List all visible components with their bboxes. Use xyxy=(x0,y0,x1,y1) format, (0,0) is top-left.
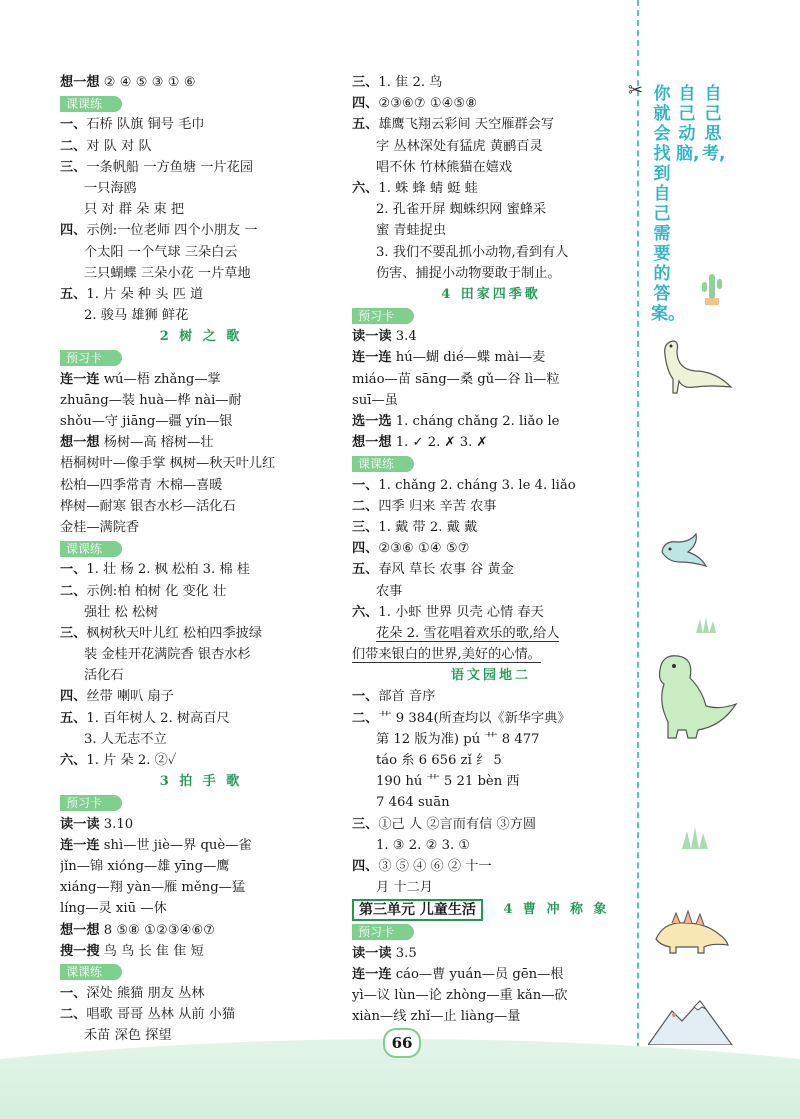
answer-line xyxy=(352,93,630,114)
item-label: 搜一搜 xyxy=(60,943,100,959)
answer-text: 农事 xyxy=(376,583,403,599)
answer-line xyxy=(60,242,342,263)
answer-text: 松柏—四季常青 木棉—喜暖 xyxy=(60,477,223,493)
answer-text: 丝带 喇叭 扇子 xyxy=(86,689,174,705)
stegosaurus-icon xyxy=(650,905,730,955)
answer-text: 3.4 xyxy=(391,329,417,345)
answer-line xyxy=(60,178,342,199)
item-label: 五、 xyxy=(60,710,87,726)
cut-line xyxy=(637,0,639,1119)
section-tag-label: 预习卡 xyxy=(352,308,414,324)
answer-line xyxy=(60,708,342,729)
answer-line xyxy=(60,877,342,898)
cactus-icon xyxy=(700,270,724,306)
answer-text: 3. 人无志不立 xyxy=(84,731,167,747)
answer-line xyxy=(352,877,630,898)
item-label: 一、 xyxy=(60,117,87,133)
answer-line xyxy=(352,686,630,707)
section-tag xyxy=(60,538,342,559)
answer-line xyxy=(352,157,630,178)
answer-line xyxy=(352,347,630,368)
item-label: 选一选 xyxy=(352,414,392,429)
answer-text: suī—虽 xyxy=(352,392,398,408)
item-label: 连一连 xyxy=(60,371,100,387)
answer-text: 1. ✓ 2. ✗ 3. ✗ xyxy=(391,435,488,451)
answer-text: 唱不休 竹林熊猫在嬉戏 xyxy=(376,159,513,175)
answer-line xyxy=(352,792,630,813)
section-tag xyxy=(352,453,630,474)
answer-line xyxy=(352,369,630,390)
answer-line xyxy=(60,623,342,644)
item-label: 四、 xyxy=(352,541,379,557)
section-tag-label: 预习卡 xyxy=(60,795,122,811)
item-label: 二、 xyxy=(60,138,87,154)
answer-line xyxy=(60,114,342,135)
answer-text: 四季 归来 辛苦 农事 xyxy=(378,498,497,514)
answer-text: 1. 壮 杨 2. 枫 松柏 3. 棉 桂 xyxy=(86,562,250,578)
item-label: 想一想 xyxy=(352,435,392,451)
answer-line xyxy=(352,856,630,877)
answer-text: 3. 我们不要乱抓小动物,看到有人 xyxy=(376,244,569,260)
section-tag-label: 课课练 xyxy=(352,456,414,472)
answer-text: 1. 隹 2. 鸟 xyxy=(378,75,443,90)
dinosaur-icon xyxy=(655,335,735,395)
answer-line xyxy=(352,199,630,220)
answer-text: 鸟 鸟 长 隹 隹 短 xyxy=(99,943,204,959)
answer-text: ② ④ ⑤ ③ ① ⑥ xyxy=(99,75,196,90)
answer-line xyxy=(60,835,342,856)
answer-text: 一只海鸥 xyxy=(84,180,137,196)
answer-line xyxy=(352,496,630,517)
section-tag xyxy=(352,921,630,942)
item-label: 三、 xyxy=(352,816,379,832)
answer-text: wú—梧 zhǎng—掌 xyxy=(99,371,221,387)
answer-line xyxy=(352,750,630,771)
answer-text: líng—灵 xiū —休 xyxy=(60,901,167,917)
answer-line xyxy=(60,475,342,496)
answer-text: 蜜 青蛙捉虫 xyxy=(376,223,447,239)
answer-text: shǒu—守 jiāng—疆 yín—银 xyxy=(60,414,233,429)
answer-line xyxy=(60,686,342,707)
answer-column-right xyxy=(352,72,630,1027)
dinosaur-icon xyxy=(658,530,710,570)
answer-text: 花朵 2. 雪花唱着欢乐的歌,给人 xyxy=(376,625,560,641)
item-label: 读一读 xyxy=(352,329,392,345)
lesson-title: 2 树 之 歌 xyxy=(159,329,243,345)
answer-text: 7 464 suān xyxy=(376,795,450,811)
answer-text: 梧桐树叶—像手掌 枫树—秋天叶儿红 xyxy=(60,456,276,472)
answer-line xyxy=(60,284,342,305)
item-label: 一、 xyxy=(352,477,379,493)
answer-column-left xyxy=(60,72,342,1047)
answer-text: 杨树—高 榕树—壮 xyxy=(99,435,214,451)
answer-line xyxy=(60,517,342,538)
answer-line xyxy=(60,644,342,665)
item-label: 读一读 xyxy=(60,816,100,832)
answer-text: 190 hú 艹 5 21 bèn 西 xyxy=(376,774,520,790)
item-label: 六、 xyxy=(352,604,379,620)
answer-text: xiáng—翔 yàn—雁 měng—猛 xyxy=(60,880,246,896)
answer-text: hú—蝴 dié—蝶 mài—麦 xyxy=(391,350,546,366)
scissors-icon: ✂ xyxy=(628,80,644,101)
answer-text: 石桥 队旗 铜号 毛巾 xyxy=(86,117,205,133)
answer-text: 对 队 对 队 xyxy=(86,138,152,154)
grass-icon xyxy=(694,615,718,633)
item-label: 想一想 xyxy=(60,435,100,451)
answer-line xyxy=(352,326,630,347)
answer-text: xiàn—线 zhǐ—止 liàng—量 xyxy=(352,1009,521,1025)
item-label: 想一想 xyxy=(60,922,100,938)
answer-text: 1. 片 朵 种 头 匹 道 xyxy=(86,286,204,302)
section-tag-label: 预习卡 xyxy=(60,350,122,366)
answer-text: yì—议 lùn—论 zhòng—重 kǎn—砍 xyxy=(352,987,568,1003)
answer-text: ②③⑥ ①④ ⑤⑦ xyxy=(378,541,470,557)
unit-header xyxy=(352,898,630,921)
item-label: 四、 xyxy=(352,858,379,874)
item-label: 读一读 xyxy=(352,945,392,961)
answer-text: 2. 骏马 雄狮 鲜花 xyxy=(84,308,189,324)
item-label: 六、 xyxy=(352,180,379,196)
answer-text: 3.5 xyxy=(391,945,417,961)
answer-text: ③ ⑤ ④ ⑥ ② 十一 xyxy=(378,858,492,874)
item-label: 四、 xyxy=(60,689,87,705)
answer-line xyxy=(60,136,342,157)
item-label: 一、 xyxy=(352,689,379,705)
answer-line xyxy=(60,898,342,919)
answer-text: 1. 蛛 蜂 蜻 蜓 蛙 xyxy=(378,180,478,196)
answer-line xyxy=(352,771,630,792)
answer-text: zhuāng—装 huà—桦 nài—耐 xyxy=(60,392,242,408)
answer-line xyxy=(60,263,342,284)
section-tag xyxy=(352,305,630,326)
answer-line xyxy=(352,136,630,157)
item-label: 二、 xyxy=(352,498,379,514)
answer-line xyxy=(352,242,630,263)
answer-line xyxy=(352,72,630,93)
slogan-column: 自己思考, xyxy=(702,84,726,164)
answer-text: 一条帆船 一方鱼塘 一片花园 xyxy=(86,159,254,175)
item-label: 四、 xyxy=(60,223,87,239)
item-label: 四、 xyxy=(352,96,379,112)
answer-line xyxy=(60,72,342,93)
answer-text: 禾苗 深色 探望 xyxy=(84,1028,172,1044)
grass-icon xyxy=(680,825,710,849)
answer-line xyxy=(352,729,630,750)
answer-text: 部首 音序 xyxy=(378,689,436,705)
answer-text: cáo—曹 yuán—员 gēn—根 xyxy=(391,966,564,982)
answer-line xyxy=(60,602,342,623)
answer-text: 深处 熊猫 朋友 丛林 xyxy=(86,986,205,1002)
slogan-column: 自己动脑, xyxy=(676,84,700,164)
section-tag-label: 课课练 xyxy=(60,541,122,557)
answer-line xyxy=(60,305,342,326)
answer-text: 月 十二月 xyxy=(376,880,433,896)
answer-text: 只 对 群 朵 束 把 xyxy=(84,202,185,218)
answer-text: 示例:一位老师 四个小朋友 一 xyxy=(86,223,258,239)
item-label: 一、 xyxy=(60,986,87,1002)
answer-line xyxy=(60,856,342,877)
section-tag xyxy=(60,93,342,114)
answer-text: 1. chǎng 2. cháng 3. le 4. liǎo xyxy=(378,477,576,493)
section-tag-label: 课课练 xyxy=(60,964,122,980)
answer-line xyxy=(352,964,630,985)
item-label: 二、 xyxy=(352,710,379,726)
mountain-icon xyxy=(648,995,748,1045)
section-tag xyxy=(60,347,342,368)
lesson-title: 3 拍 手 歌 xyxy=(159,774,243,790)
answer-line xyxy=(352,178,630,199)
lesson-title: 语文园地二 xyxy=(450,668,531,684)
slogan-column: 你就会找到自己需要的答案。 xyxy=(651,84,685,324)
item-label: 三、 xyxy=(60,159,87,175)
answer-line xyxy=(352,708,630,729)
item-label: 连一连 xyxy=(352,966,392,982)
item-label: 五、 xyxy=(352,117,379,133)
answer-line xyxy=(352,943,630,964)
answer-line xyxy=(352,114,630,135)
item-label: 一、 xyxy=(60,562,87,578)
answer-line xyxy=(60,983,342,1004)
answer-text: ①己 人 ②言而有信 ③方圆 xyxy=(378,816,537,832)
answer-line xyxy=(60,729,342,750)
lesson-title: 4 田家四季歌 xyxy=(441,286,541,302)
answer-line xyxy=(60,941,342,962)
answer-line xyxy=(60,920,342,941)
answer-text: 雄鹰飞翔云彩间 天空雁群会写 xyxy=(378,117,555,133)
answer-line xyxy=(60,369,342,390)
answer-text: 1. 小虾 世界 贝壳 心情 春天 xyxy=(378,604,544,620)
section-tag xyxy=(60,962,342,983)
answer-line xyxy=(352,814,630,835)
answer-line xyxy=(352,602,630,623)
answer-text: 艹 9 384(所查均以《新华字典》 xyxy=(378,710,571,726)
answer-line xyxy=(352,538,630,559)
answer-line xyxy=(60,199,342,220)
answer-line xyxy=(60,220,342,241)
answer-text: 1. 戴 带 2. 戴 戴 xyxy=(378,519,478,535)
answer-line xyxy=(352,411,630,432)
answer-line xyxy=(60,750,342,771)
answer-text: ②③⑥⑦ ①④⑤⑧ xyxy=(378,96,478,112)
item-label: 三、 xyxy=(60,625,87,641)
answer-line xyxy=(352,1006,630,1027)
answer-text: 2. 孔雀开屏 蜘蛛织网 蜜蜂采 xyxy=(376,202,547,218)
answer-text: 唱歌 哥哥 丛林 从前 小猫 xyxy=(86,1007,236,1023)
unit-title: 第三单元 儿童生活 xyxy=(352,899,483,921)
answer-text: 1. cháng chǎng 2. liǎo le xyxy=(391,414,560,429)
answer-line xyxy=(352,581,630,602)
item-label: 二、 xyxy=(60,1007,87,1023)
answer-text: 三只蝴蝶 三朵小花 一片草地 xyxy=(84,265,251,281)
answer-text: jǐn—锦 xióng—雄 yīng—鹰 xyxy=(60,858,230,874)
answer-line xyxy=(352,517,630,538)
answer-line xyxy=(60,559,342,580)
item-label: 三、 xyxy=(352,75,379,90)
answer-line xyxy=(60,411,342,432)
answer-line xyxy=(352,220,630,241)
item-label: 连一连 xyxy=(60,837,100,853)
answer-text: shì—世 jiè—界 què—雀 xyxy=(99,837,252,853)
answer-line xyxy=(60,1004,342,1025)
answer-text: 春风 草长 农事 谷 黄金 xyxy=(378,562,514,578)
answer-line xyxy=(352,475,630,496)
item-label: 二、 xyxy=(60,583,87,599)
answer-line xyxy=(352,623,630,644)
answer-text: 1. 片 朵 2. ②✓ xyxy=(86,753,177,768)
page-number: 66 xyxy=(383,1028,421,1058)
answer-text: 1. 百年树人 2. 树高百尺 xyxy=(86,710,230,726)
answer-text: 枫树秋天叶儿红 松柏四季披绿 xyxy=(86,625,263,641)
answer-line xyxy=(352,835,630,856)
answer-line xyxy=(60,157,342,178)
answer-line xyxy=(352,559,630,580)
answer-line xyxy=(352,644,630,665)
answer-text: 1. ③ 2. ② 3. ① xyxy=(376,837,471,853)
item-label: 连一连 xyxy=(352,350,392,366)
answer-line xyxy=(352,263,630,284)
answer-line xyxy=(352,390,630,411)
answer-text: 第 12 版为准) pú 艹 8 477 xyxy=(376,731,540,747)
item-label: 五、 xyxy=(352,562,379,578)
answer-text: 装 金桂开花满院香 银杏水杉 xyxy=(84,647,251,663)
answer-text: 个太阳 一个气球 三朵白云 xyxy=(84,244,238,260)
section-tag xyxy=(60,792,342,813)
answer-text: miáo—苗 sāng—桑 gǔ—谷 lì—粒 xyxy=(352,371,560,387)
answer-line xyxy=(60,496,342,517)
answer-line xyxy=(60,814,342,835)
answer-text: 伤害、捕捉小动物要敢于制止。 xyxy=(376,265,561,281)
lesson-title: 4 曹 冲 称 象 xyxy=(503,902,610,918)
answer-text: 金桂—满院香 xyxy=(60,519,140,535)
answer-line xyxy=(352,985,630,1006)
answer-line xyxy=(60,453,342,474)
section-tag-label: 课课练 xyxy=(60,96,122,112)
answer-line xyxy=(60,581,342,602)
answer-text: 活化石 xyxy=(84,668,124,684)
answer-text: 强壮 松 松树 xyxy=(84,604,159,620)
answer-text: 桦树—耐寒 银杏水杉—活化石 xyxy=(60,498,236,514)
answer-line xyxy=(60,432,342,453)
answer-line xyxy=(60,665,342,686)
item-label: 想一想 xyxy=(60,75,100,90)
answer-line xyxy=(60,390,342,411)
answer-text: 3.10 xyxy=(99,816,134,832)
dinosaur-icon xyxy=(650,650,740,740)
answer-text: 们带来银白的世界,美好的心情。 xyxy=(352,647,541,663)
answer-text: táo 糸 6 656 zǐ 纟 5 xyxy=(376,753,502,768)
answer-text: 8 ⑤⑧ ①②③④⑥⑦ xyxy=(99,922,216,938)
item-label: 三、 xyxy=(352,519,379,535)
answer-text: 示例:柏 柏树 化 变化 壮 xyxy=(86,583,227,599)
answer-line xyxy=(352,432,630,453)
item-label: 六、 xyxy=(60,753,87,768)
section-tag-label: 预习卡 xyxy=(352,924,414,940)
item-label: 五、 xyxy=(60,286,87,302)
answer-text: 字 丛林深处有猛虎 黄鹂百灵 xyxy=(376,138,543,154)
